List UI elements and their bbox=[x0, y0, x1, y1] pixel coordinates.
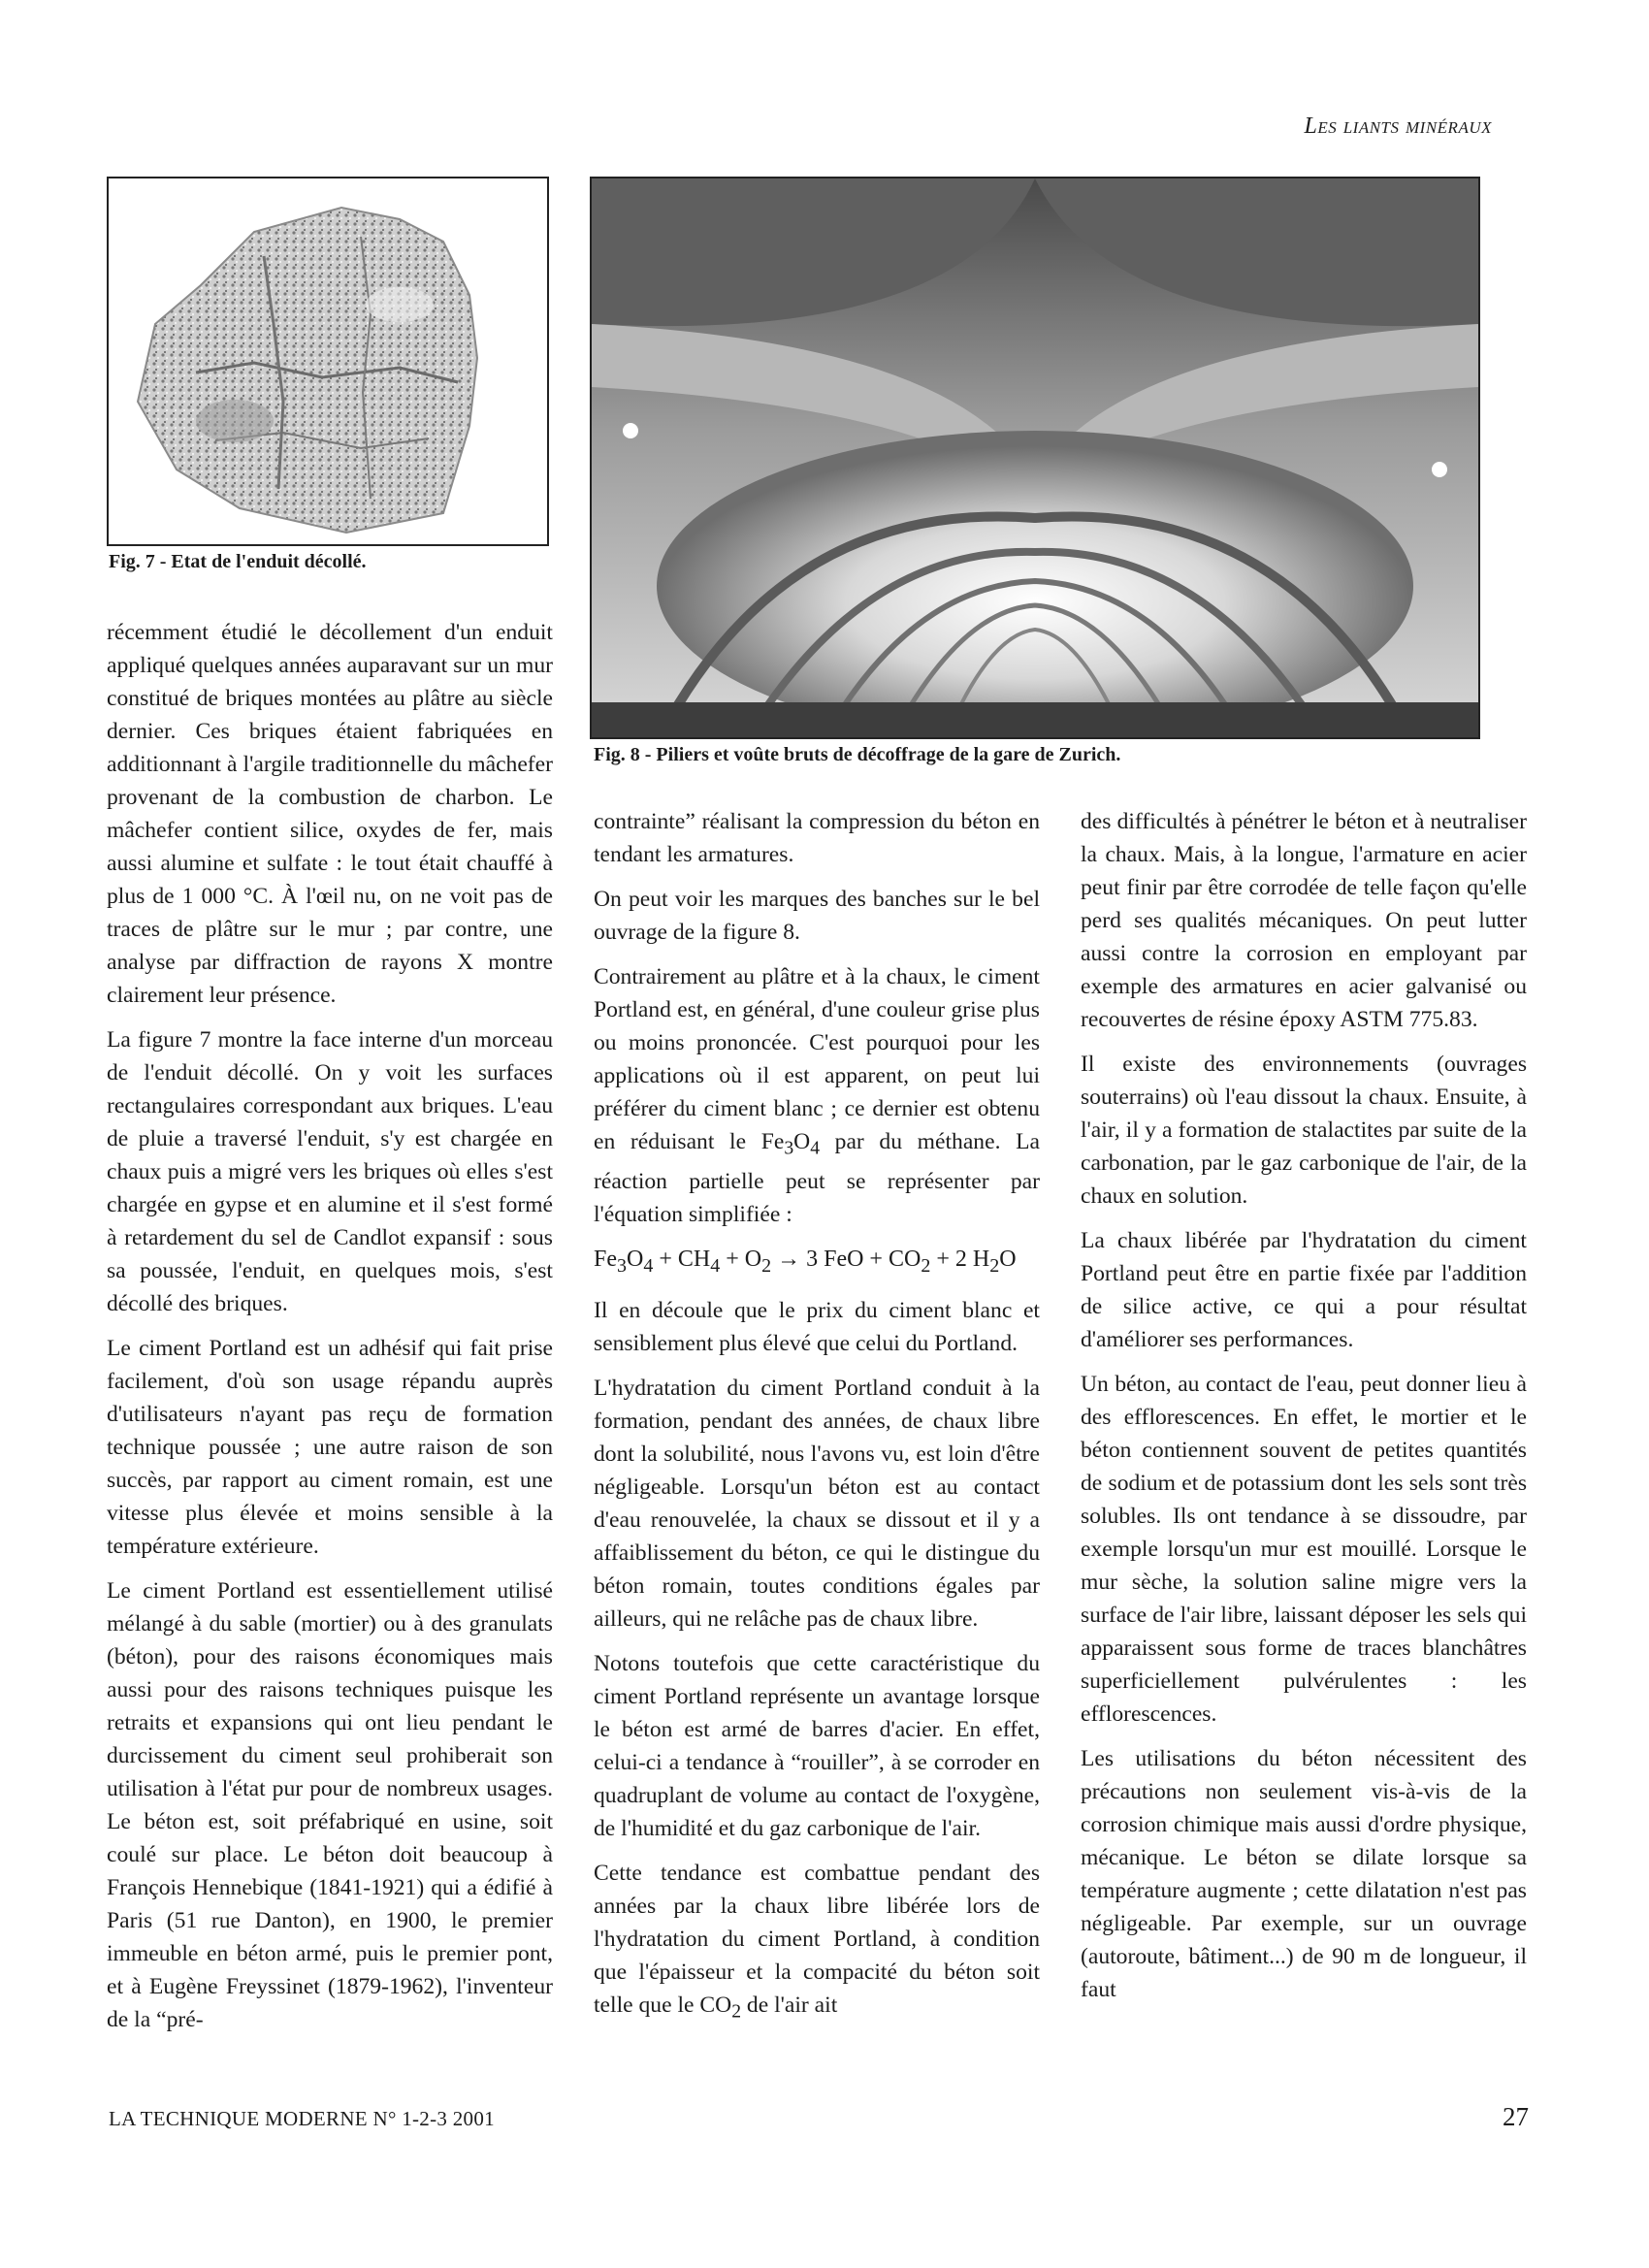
chemical-equation: $Fe_3O_4 + CH_4 + O_2 \to 3$ FeO + $CO_2 + 2$ $H_2O$ bbox=[594, 1246, 1017, 1277]
plaster-fragment-image bbox=[109, 178, 547, 544]
paragraph: Le ciment Portland est un adhésif qui fait prise facilement, d'où son usage répandu auprès d'utilisateurs n'ayant pas reçu de formation technique poussée ; une autre raison de son succès, par rapport au ciment romain, est une vitesse plus élevée et moins sensible à la température extérieure. bbox=[107, 1336, 553, 1559]
paragraph: Il existe des environnements (ouvrages souterrains) où l'eau dissout la chaux. Ensuite, à l'air, il y a formation de stalactites par suite de la carbonation, par le gaz carbonique de l'air, de la chaux en solution. bbox=[1081, 1052, 1527, 1209]
paragraph: La figure 7 montre la face interne d'un morceau de l'enduit décollé. On y voit les surfaces rectangulaires correspondant aux briques. L'eau de pluie a traversé l'enduit, s'y est chargée en chaux puis a migré vers les briques où elles s'est chargée en gypse et en alumine et il s'est formé à retardement du sel de Candlot expansif : sous sa poussée, l'enduit, en quelques mois, s'est décollé des briques. bbox=[107, 1027, 553, 1316]
paragraph: récemment étudié le décollement d'un enduit appliqué quelques années auparavant sur un mur constitué de briques montées au plâtre au siècle dernier. Ces briques étaient fabriquées en additionnant à l'argile traditionnelle du mâchefer provenant de la combustion de charbon. Le mâchefer contient silice, oxydes de fer, mais aussi alumine et sulfate : le tout était chauffé à plus de 1 000 °C. À l'œil nu, on ne voit pas de traces de plâtre sur le mur ; par contre, une analyse par diffraction de rayons X montre clairement leur présence. bbox=[107, 620, 553, 1008]
paragraph: Un béton, au contact de l'eau, peut donner lieu à des efflorescences. En effet, le mortier et le béton contiennent souvent de petites quantités de sodium et de potassium dont les sels sont très solubles. Ils ont tendance à se dissoudre, par exemple lorsqu'un mur est mouillé. Lorsque le mur sèche, la solution saline migre vers la surface de l'air libre, laissant déposer les sels qui apparaissent sous forme de traces blanchâtres superficiellement pulvérulentes : les efflorescences. bbox=[1081, 1372, 1527, 1727]
paragraph: La chaux libérée par l'hydratation du ciment Portland peut être en partie fixée par l'addition de silice active, ce qui a pour résultat d'améliorer ses performances. bbox=[1081, 1228, 1527, 1352]
text-column-1 bbox=[107, 616, 553, 2036]
text-column-3 bbox=[1081, 805, 1527, 2006]
figure-8-photo bbox=[590, 177, 1480, 739]
page-number: 27 bbox=[1503, 2102, 1529, 2131]
figure-8-caption: Fig. 8 - Piliers et voûte bruts de décoffrage de la gare de Zurich. bbox=[594, 744, 1121, 765]
paragraph: Il en découle que le prix du ciment blanc et sensiblement plus élevé que celui du Portland. bbox=[594, 1297, 1040, 1356]
running-title: Les liants minéraux bbox=[1304, 113, 1492, 139]
figure-7-photo bbox=[107, 177, 549, 546]
zurich-station-vault-image bbox=[592, 178, 1478, 737]
paragraph: Les utilisations du béton nécessitent des précautions non seulement vis-à-vis de la corrosion chimique mais aussi d'ordre physique, mécanique. Le béton se dilate lorsque sa température augmente ; cette dilatation n'est pas négligeable. Par exemple, sur un ouvrage (autoroute, bâtiment...) de 90 m de longueur, il faut bbox=[1081, 1746, 1527, 2002]
paragraph: des difficultés à pénétrer le béton et à neutraliser la chaux. Mais, à la longue, l'armature en acier peut finir par être corrodée de telle façon qu'elle perd ses qualités mécaniques. On peut lutter aussi contre la corrosion en employant par exemple des armatures en acier galvanisé ou recouvertes de résine époxy ASTM 775.83. bbox=[1081, 809, 1527, 1032]
paragraph: L'hydratation du ciment Portland conduit à la formation, pendant des années, de chaux libre dont la solubilité, nous l'avons vu, est loin d'être négligeable. Lorsqu'un béton est au contact d'eau renouvelée, la chaux se dissout et il y a affaiblissement du béton, ce qui le distingue du béton romain, toutes conditions égales par ailleurs, qui ne relâche pas de chaux libre. bbox=[594, 1375, 1040, 1632]
paragraph: Contrairement au plâtre et à la chaux, le ciment Portland est, en général, d'une couleur grise plus ou moins prononcée. C'est pourquoi pour les applications où il est apparent, on peut lui préférer du ciment blanc ; ce dernier est obtenu en réduisant le $Fe_3O_4$ par du méthane. La réaction partielle peut se représenter par l'équation simplifiée : bbox=[594, 964, 1041, 1227]
paragraph: Notons toutefois que cette caractéristique du ciment Portland représente un avantage lorsque le béton est armé de barres d'acier. En effet, celui-ci a tendance à “rouiller”, à se corroder en quadruplant de volume au contact de l'oxygène, de l'humidité et du gaz carbonique de l'air. bbox=[594, 1650, 1040, 1841]
figure-7-caption: Fig. 7 - Etat de l'enduit décollé. bbox=[109, 551, 367, 572]
paragraph: contrainte” réalisant la compression du béton en tendant les armatures. bbox=[594, 809, 1040, 867]
text-column-2 bbox=[594, 805, 1040, 2027]
footer-publication: LA TECHNIQUE MODERNE N° 1-2-3 2001 bbox=[109, 2107, 495, 2130]
paragraph: Le ciment Portland est essentiellement utilisé mélangé à du sable (mortier) ou à des granulats (béton), pour des raisons économiques mais aussi pour des raisons techniques puisque les retraits et expansions qui ont lieu pendant le durcissement du ciment seul prohiberait son utilisation à l'état pur pour de nombreux usages. Le béton est, soit préfabriqué en usine, soit coulé sur place. Le béton doit beaucoup à François Hennebique (1841-1921) qui a édifié à Paris (51 rue Danton), en 1900, le premier immeuble en béton armé, puis le premier pont, et à Eugène Freyssinet (1879-1962), l'inventeur de la “pré- bbox=[107, 1578, 553, 2032]
paragraph: On peut voir les marques des banches sur le bel ouvrage de la figure 8. bbox=[594, 887, 1040, 945]
paragraph: Cette tendance est combattue pendant des années par la chaux libre libérée lors de l'hydratation du ciment Portland, à condition que l'épaisseur et la compacité du béton soit telle que le $CO_2$ de l'air ait bbox=[594, 1860, 1040, 2023]
